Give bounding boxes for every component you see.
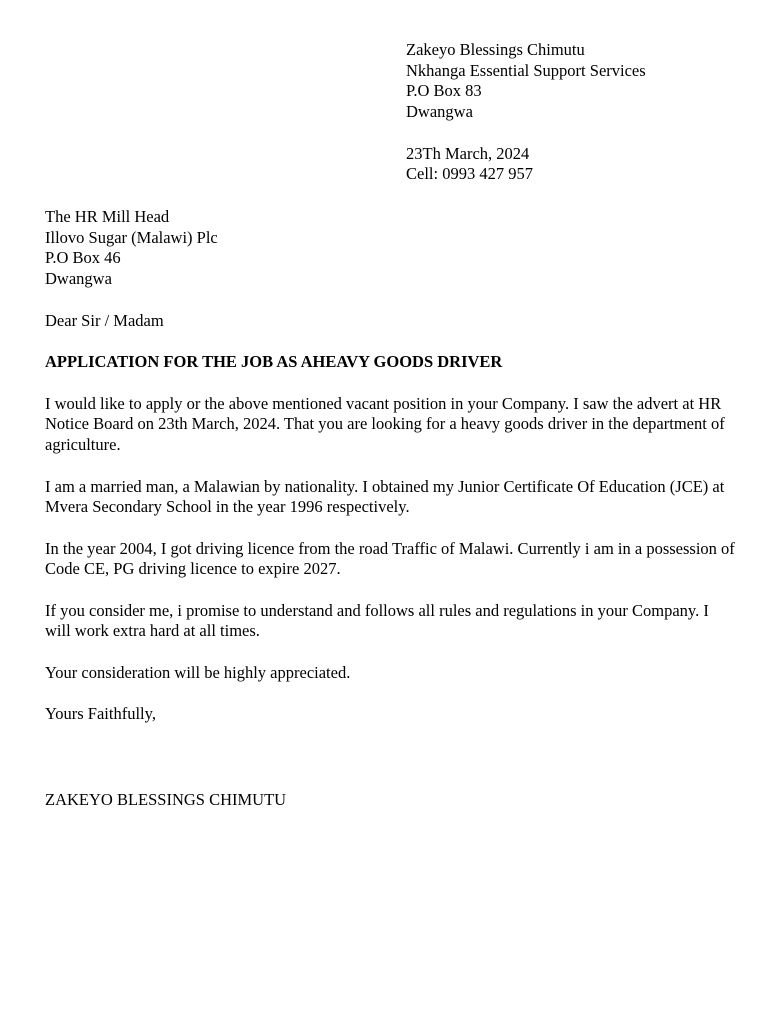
- recipient-town: Dwangwa: [45, 269, 112, 289]
- recipient-company: Illovo Sugar (Malawi) Plc: [45, 227, 218, 247]
- letter-date: 23Th March, 2024: [406, 143, 530, 163]
- body-paragraph: I would like to apply or the above mentioned vacant position in your Company. I saw the advert at HR Notice Board on 23th March, 2024. That you are looking for a heavy goods driver in the department of agriculture.: [45, 393, 725, 455]
- sender-address-block: [406, 40, 646, 185]
- closing: Yours Faithfully,: [45, 704, 156, 724]
- recipient-address-block: [45, 207, 218, 290]
- sender-name: Zakeyo Blessings Chimutu: [406, 40, 585, 59]
- sender-organization: Nkhanga Essential Support Services: [406, 60, 646, 80]
- body-paragraph: I am a married man, a Malawian by nationality. I obtained my Junior Certificate Of Education (JCE) at Mvera Secondary School in the year 1996 respectively.: [45, 476, 725, 517]
- subject-line: APPLICATION FOR THE JOB AS AHEAVY GOODS DRIVER: [45, 352, 503, 372]
- recipient-title: The HR Mill Head: [45, 207, 170, 226]
- body-paragraph: If you consider me, i promise to understand and follows all rules and regulations in your Company. I will work extra hard at all times.: [45, 600, 709, 641]
- sender-cell: Cell: 0993 427 957: [406, 164, 533, 184]
- salutation: Dear Sir / Madam: [45, 311, 164, 330]
- letter-body: [45, 311, 735, 746]
- spacer: [406, 123, 646, 144]
- body-paragraph: Your consideration will be highly appreciated.: [45, 662, 351, 682]
- recipient-po-box: P.O Box 46: [45, 248, 121, 268]
- sender-po-box: P.O Box 83: [406, 81, 482, 101]
- body-paragraph: In the year 2004, I got driving licence from the road Traffic of Malawi. Currently i am in a possession of Code CE, PG driving licence to expire 2027.: [45, 538, 735, 579]
- signature-name: ZAKEYO BLESSINGS CHIMUTU: [45, 790, 287, 809]
- signature-block: [45, 790, 286, 811]
- sender-town: Dwangwa: [406, 102, 473, 122]
